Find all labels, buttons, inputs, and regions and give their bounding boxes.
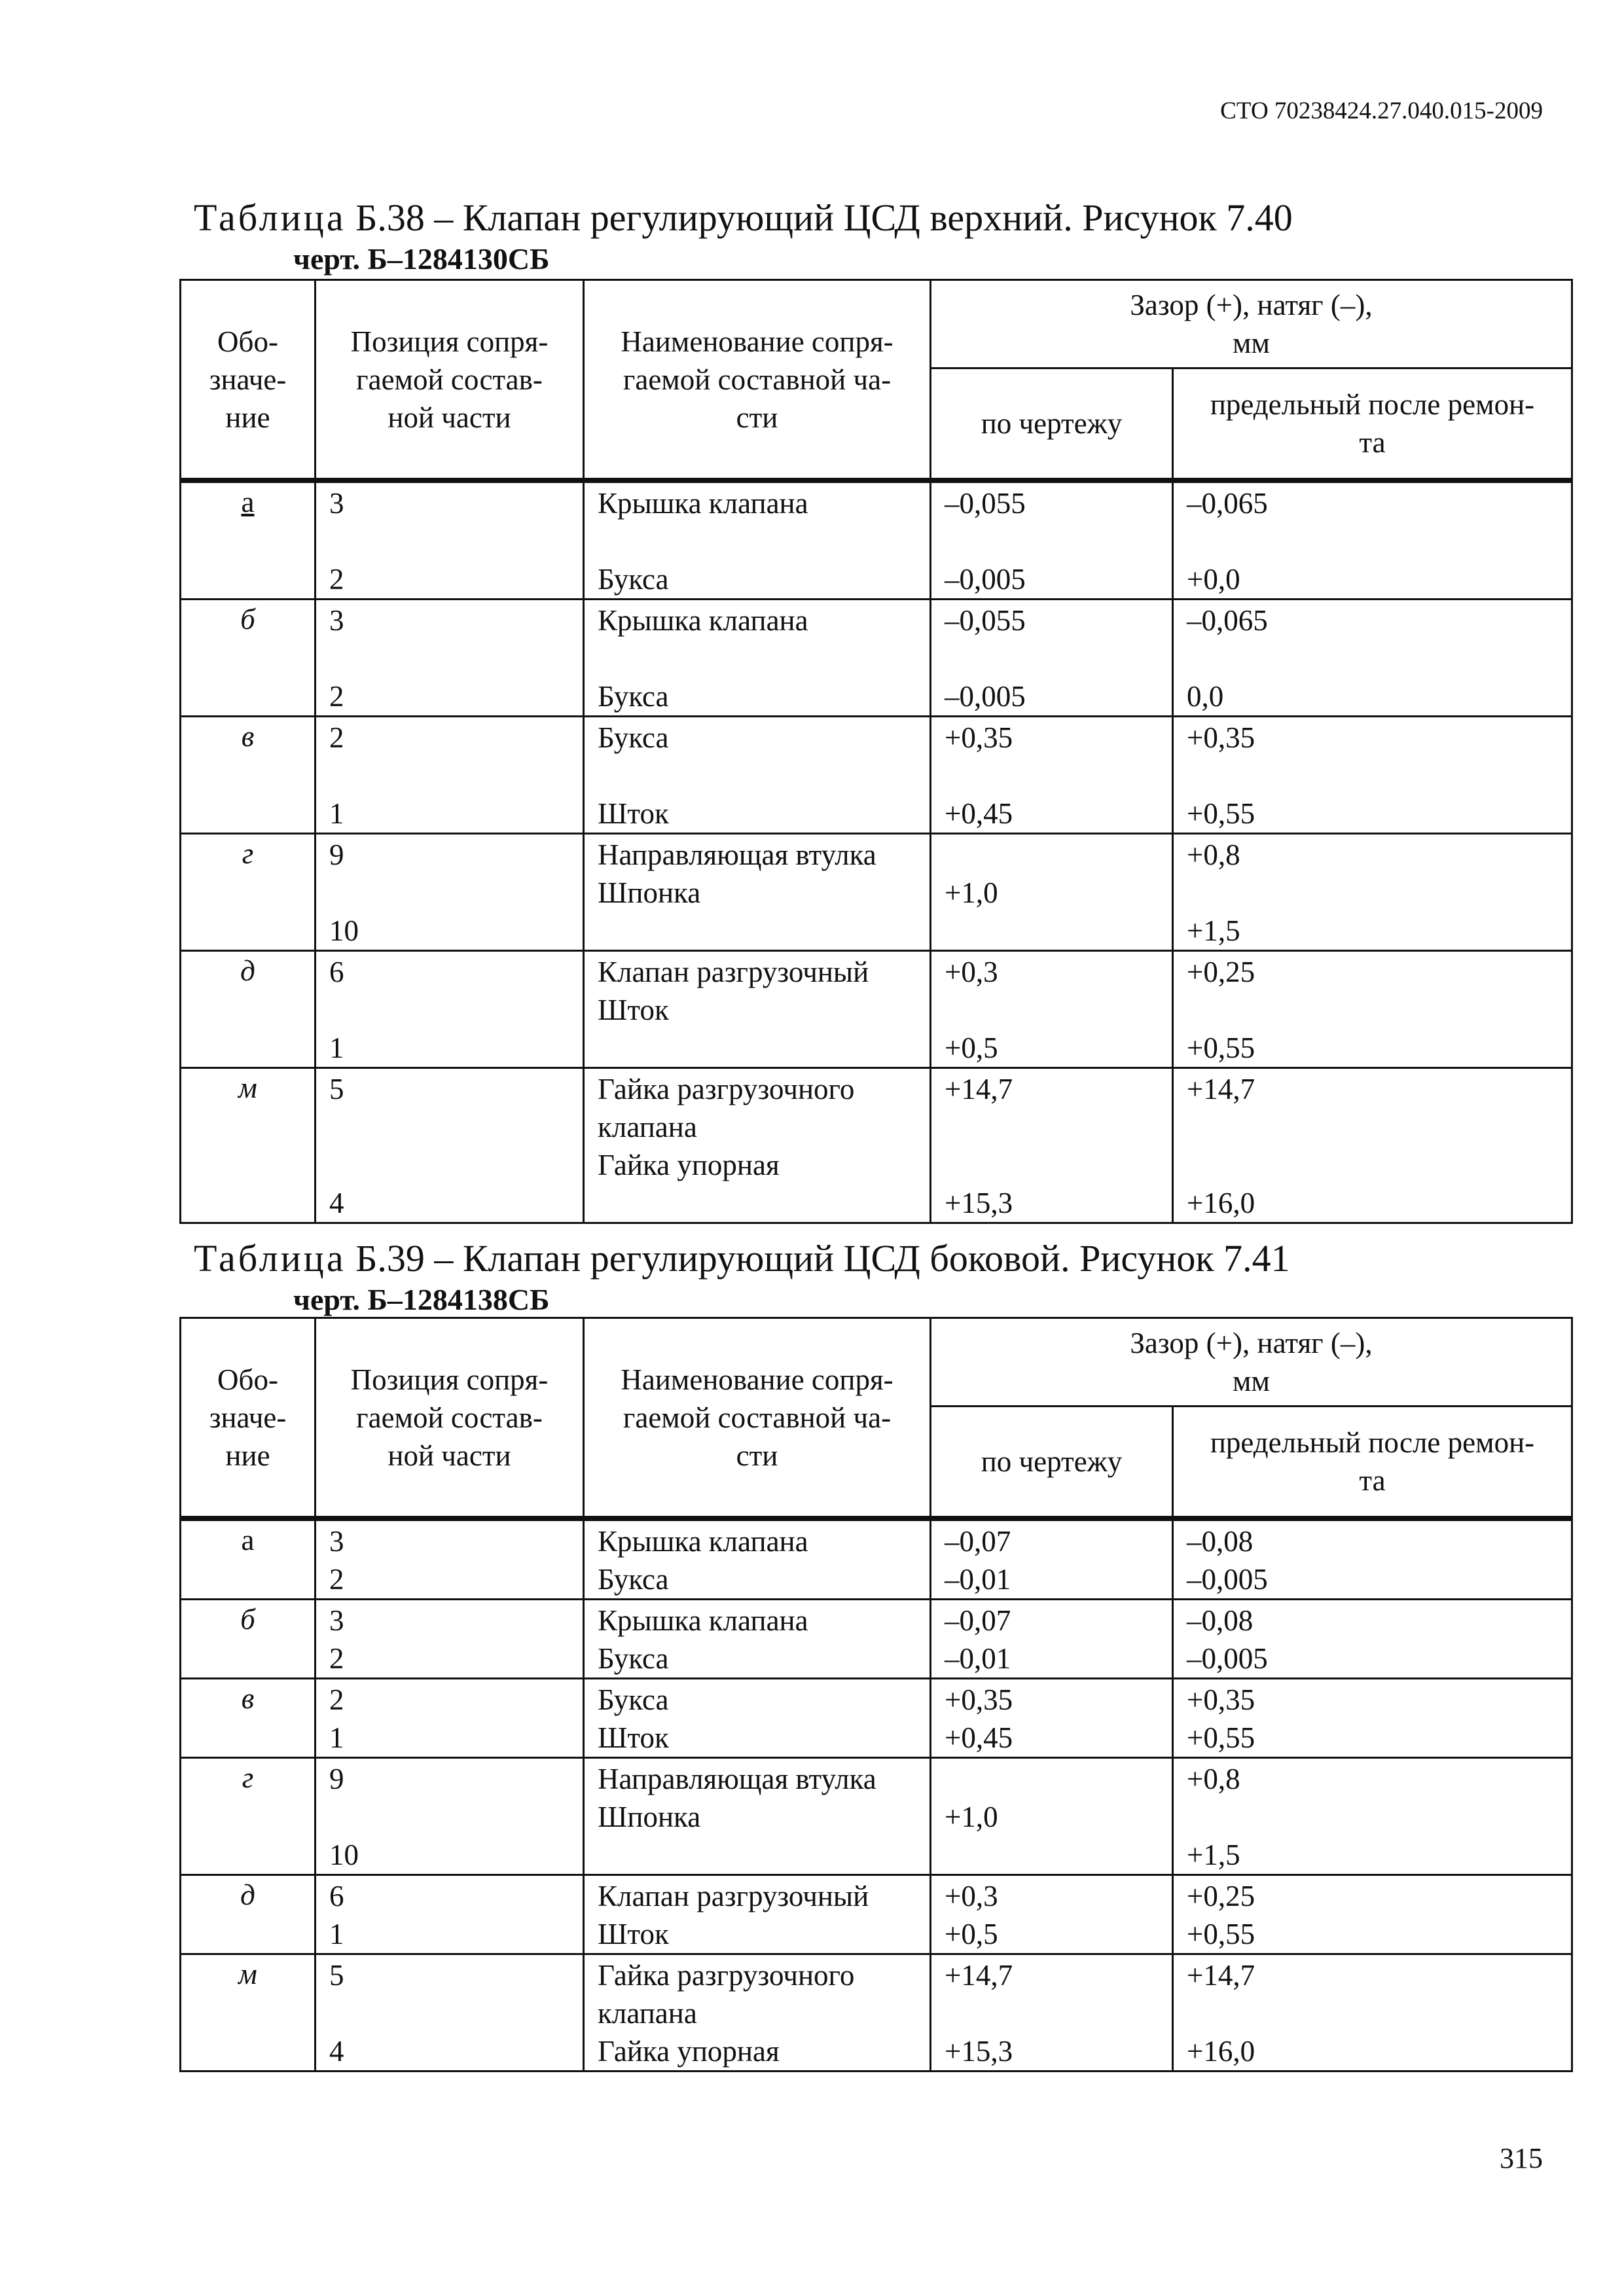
- after-repair-value-cell: [1173, 951, 1572, 1068]
- designation-letter: д: [240, 1878, 255, 1911]
- table-row: [181, 834, 1572, 951]
- after-repair-value: +16,0: [1187, 1187, 1255, 1219]
- position: [329, 1146, 569, 1184]
- drawing-number-b39: черт. Б–1284138СБ: [293, 1283, 550, 1316]
- by-drawing-value: –0,055: [945, 487, 1026, 520]
- by-drawing-value-cell: [931, 1758, 1173, 1875]
- part-name-cell: [584, 1068, 931, 1223]
- after-repair-value: [1187, 639, 1558, 677]
- position: 3: [329, 1604, 344, 1637]
- after-repair-value: +0,55: [1187, 797, 1255, 830]
- table-body: [181, 1518, 1572, 2072]
- by-drawing-value: [945, 1760, 1159, 1798]
- after-repair-value-cell: [1173, 1679, 1572, 1758]
- after-repair-value: +1,5: [1187, 914, 1240, 947]
- after-repair-value-cell: [1173, 834, 1572, 951]
- by-drawing-value: –0,055: [945, 604, 1026, 637]
- by-drawing-value: [945, 1836, 1159, 1874]
- part-name: Гайка разгрузочного: [598, 1959, 855, 1992]
- by-drawing-value: +0,5: [945, 1918, 998, 1950]
- table-row: [181, 600, 1572, 717]
- designation-letter: м: [238, 1958, 257, 1990]
- designation-cell: [181, 717, 316, 834]
- by-drawing-value: –0,005: [945, 680, 1026, 713]
- part-name: клапана: [598, 1997, 697, 2030]
- table-row: [181, 1068, 1572, 1223]
- by-drawing-value: –0,01: [945, 1563, 1011, 1596]
- position-cell: [316, 1679, 584, 1758]
- header-name: Наименование сопря- гаемой составной ча- сти: [584, 1318, 931, 1519]
- by-drawing-value: +14,7: [945, 1959, 1013, 1992]
- by-drawing-value: [945, 991, 1159, 1029]
- designation-cell: [181, 834, 316, 951]
- designation-cell: [181, 1068, 316, 1223]
- position: 4: [329, 1187, 344, 1219]
- position: 6: [329, 1880, 344, 1912]
- part-name-cell: [584, 1875, 931, 1954]
- by-drawing-value: [945, 639, 1159, 677]
- table-caption-b38: [194, 195, 1293, 241]
- position: [329, 639, 569, 677]
- table-row: [181, 1954, 1572, 2072]
- after-repair-value: +14,7: [1187, 1959, 1255, 1992]
- after-repair-value: +14,7: [1187, 1073, 1255, 1105]
- part-name: Клапан разгрузочный: [598, 956, 869, 988]
- by-drawing-value-cell: [931, 1518, 1173, 1600]
- by-drawing-value: [945, 836, 1159, 874]
- part-name: Букса: [598, 1563, 669, 1596]
- after-repair-value: [1187, 1994, 1558, 2032]
- table-row: [181, 1518, 1572, 1600]
- table-row: [181, 951, 1572, 1068]
- header-name: Наименование сопря- гаемой составной ча- сти: [584, 280, 931, 481]
- designation-letter: в: [241, 720, 255, 753]
- after-repair-value-cell: [1173, 480, 1572, 600]
- after-repair-value: [1187, 1146, 1558, 1184]
- position: 6: [329, 956, 344, 988]
- position-cell: [316, 834, 584, 951]
- designation-cell: [181, 1518, 316, 1600]
- part-name: Букса: [598, 1683, 669, 1716]
- clearance-table-b38: [179, 279, 1573, 1224]
- part-name: Букса: [598, 680, 669, 713]
- by-drawing-value-cell: [931, 480, 1173, 600]
- part-name: [598, 757, 916, 795]
- after-repair-value: –0,005: [1187, 1642, 1268, 1675]
- after-repair-value: +0,55: [1187, 1721, 1255, 1754]
- by-drawing-value: +0,35: [945, 1683, 1013, 1716]
- part-name: Гайка упорная: [598, 2035, 780, 2068]
- header-position: Позиция сопря- гаемой состав- ной части: [316, 1318, 584, 1519]
- by-drawing-value: +0,3: [945, 956, 998, 988]
- after-repair-value-cell: [1173, 1875, 1572, 1954]
- after-repair-value: +1,5: [1187, 1839, 1240, 1871]
- part-name-cell: [584, 600, 931, 717]
- position: 9: [329, 838, 344, 871]
- position: 2: [329, 721, 344, 754]
- part-name: Крышка клапана: [598, 1525, 808, 1558]
- part-name-cell: [584, 1600, 931, 1679]
- after-repair-value: +0,8: [1187, 838, 1240, 871]
- part-name: [598, 1029, 916, 1067]
- after-repair-value: –0,065: [1187, 604, 1268, 637]
- part-name: Букса: [598, 721, 669, 754]
- position: 10: [329, 914, 359, 947]
- page-number: 315: [1500, 2142, 1543, 2174]
- after-repair-value-cell: [1173, 600, 1572, 717]
- clearance-table-b39: [179, 1317, 1573, 2072]
- position: 4: [329, 2035, 344, 2068]
- after-repair-value: [1187, 874, 1558, 912]
- caption-text: Б.39 – Клапан регулирующий ЦСД боковой. Рисунок 7.41: [346, 1237, 1290, 1280]
- after-repair-value: [1187, 757, 1558, 795]
- table-row: [181, 1758, 1572, 1875]
- part-name: Шток: [598, 994, 669, 1026]
- by-drawing-value: +15,3: [945, 2035, 1013, 2068]
- part-name: Клапан разгрузочный: [598, 1880, 869, 1912]
- position: 2: [329, 1683, 344, 1716]
- by-drawing-value: +1,0: [945, 1801, 998, 1833]
- header-after-repair: предельный после ремон- та: [1173, 1407, 1572, 1519]
- after-repair-value: [1187, 522, 1558, 560]
- by-drawing-value: [945, 1108, 1159, 1146]
- designation-cell: [181, 600, 316, 717]
- designation-letter: а: [241, 486, 255, 518]
- designation-cell: [181, 1679, 316, 1758]
- position: 3: [329, 487, 344, 520]
- by-drawing-value: +15,3: [945, 1187, 1013, 1219]
- header-position: Позиция сопря- гаемой состав- ной части: [316, 280, 584, 481]
- table-body: [181, 480, 1572, 1223]
- after-repair-value: [1187, 991, 1558, 1029]
- designation-cell: [181, 1875, 316, 1954]
- by-drawing-value: +0,5: [945, 1031, 998, 1064]
- part-name: Крышка клапана: [598, 604, 808, 637]
- after-repair-value: +0,25: [1187, 1880, 1255, 1912]
- header-gap: Зазор (+), натяг (–), мм: [931, 1318, 1572, 1407]
- position-cell: [316, 600, 584, 717]
- designation-letter: а: [241, 1524, 255, 1556]
- after-repair-value-cell: [1173, 1068, 1572, 1223]
- designation-letter: г: [242, 837, 254, 870]
- position: 2: [329, 1563, 344, 1596]
- after-repair-value: [1187, 1798, 1558, 1836]
- position: 1: [329, 1918, 344, 1950]
- after-repair-value-cell: [1173, 717, 1572, 834]
- position: 1: [329, 797, 344, 830]
- part-name: Шток: [598, 1721, 669, 1754]
- designation-letter: г: [242, 1761, 254, 1794]
- position: [329, 522, 569, 560]
- after-repair-value-cell: [1173, 1600, 1572, 1679]
- position: [329, 757, 569, 795]
- position-cell: [316, 1518, 584, 1600]
- after-repair-value: +0,55: [1187, 1031, 1255, 1064]
- part-name-cell: [584, 480, 931, 600]
- position-cell: [316, 1758, 584, 1875]
- table-row: [181, 1679, 1572, 1758]
- position: [329, 1108, 569, 1146]
- by-drawing-value-cell: [931, 1679, 1173, 1758]
- part-name-cell: [584, 1518, 931, 1600]
- designation-cell: [181, 951, 316, 1068]
- header-gap: Зазор (+), натяг (–), мм: [931, 280, 1572, 368]
- after-repair-value-cell: [1173, 1518, 1572, 1600]
- header-designation: Обо- значе- ние: [181, 1318, 316, 1519]
- position: 2: [329, 563, 344, 596]
- part-name: Букса: [598, 563, 669, 596]
- by-drawing-value-cell: [931, 600, 1173, 717]
- position: [329, 991, 569, 1029]
- position: 10: [329, 1839, 359, 1871]
- by-drawing-value-cell: [931, 834, 1173, 951]
- by-drawing-value: –0,07: [945, 1604, 1011, 1637]
- after-repair-value: –0,08: [1187, 1604, 1254, 1637]
- part-name-cell: [584, 1954, 931, 2072]
- designation-cell: [181, 1600, 316, 1679]
- by-drawing-value: +0,35: [945, 721, 1013, 754]
- by-drawing-value: –0,005: [945, 563, 1026, 596]
- drawing-number-b38: черт. Б–1284130СБ: [293, 242, 550, 276]
- after-repair-value: +0,55: [1187, 1918, 1255, 1950]
- position: [329, 1798, 569, 1836]
- position: [329, 1994, 569, 2032]
- position-cell: [316, 480, 584, 600]
- by-drawing-value: +0,45: [945, 797, 1013, 830]
- position-cell: [316, 1600, 584, 1679]
- after-repair-value: –0,005: [1187, 1563, 1268, 1596]
- after-repair-value: +0,25: [1187, 956, 1255, 988]
- part-name: Шток: [598, 1918, 669, 1950]
- table-row: [181, 1875, 1572, 1954]
- designation-cell: [181, 1954, 316, 2072]
- part-name: Крышка клапана: [598, 1604, 808, 1637]
- part-name-cell: [584, 1679, 931, 1758]
- document-code: СТО 70238424.27.040.015-2009: [1220, 98, 1543, 124]
- after-repair-value: –0,065: [1187, 487, 1268, 520]
- part-name: клапана: [598, 1111, 697, 1143]
- part-name-cell: [584, 834, 931, 951]
- header-by-drawing: по чертежу: [931, 1407, 1173, 1519]
- by-drawing-value: [945, 1146, 1159, 1184]
- part-name: Гайка разгрузочного: [598, 1073, 855, 1105]
- by-drawing-value: [945, 522, 1159, 560]
- after-repair-value: +0,35: [1187, 721, 1255, 754]
- after-repair-value: +0,0: [1187, 563, 1240, 596]
- table-caption-b39: [194, 1236, 1290, 1282]
- by-drawing-value: +14,7: [945, 1073, 1013, 1105]
- by-drawing-value-cell: [931, 951, 1173, 1068]
- header-after-repair: предельный после ремон- та: [1173, 368, 1572, 481]
- after-repair-value: [1187, 1108, 1558, 1146]
- header-designation: Обо- значе- ние: [181, 280, 316, 481]
- part-name-cell: [584, 951, 931, 1068]
- position-cell: [316, 1954, 584, 2072]
- after-repair-value: –0,08: [1187, 1525, 1254, 1558]
- header-by-drawing: по чертежу: [931, 368, 1173, 481]
- by-drawing-value: +0,3: [945, 1880, 998, 1912]
- position: 2: [329, 1642, 344, 1675]
- position: 3: [329, 1525, 344, 1558]
- position-cell: [316, 1068, 584, 1223]
- part-name: [598, 1184, 916, 1222]
- part-name: [598, 912, 916, 950]
- designation-letter: б: [240, 603, 255, 636]
- part-name: Направляющая втулка: [598, 838, 876, 871]
- position: 1: [329, 1031, 344, 1064]
- caption-prefix: Таблица: [194, 196, 346, 239]
- position: 5: [329, 1959, 344, 1992]
- by-drawing-value-cell: [931, 717, 1173, 834]
- after-repair-value-cell: [1173, 1758, 1572, 1875]
- by-drawing-value: +0,45: [945, 1721, 1013, 1754]
- by-drawing-value-cell: [931, 1954, 1173, 2072]
- position: [329, 874, 569, 912]
- position-cell: [316, 1875, 584, 1954]
- designation-letter: м: [238, 1071, 257, 1104]
- by-drawing-value-cell: [931, 1068, 1173, 1223]
- part-name: Букса: [598, 1642, 669, 1675]
- part-name: [598, 522, 916, 560]
- by-drawing-value-cell: [931, 1875, 1173, 1954]
- position: 1: [329, 1721, 344, 1754]
- part-name: Шток: [598, 797, 669, 830]
- after-repair-value-cell: [1173, 1954, 1572, 2072]
- table-row: [181, 717, 1572, 834]
- designation-letter: в: [241, 1682, 255, 1715]
- by-drawing-value: [945, 912, 1159, 950]
- table-row: [181, 1600, 1572, 1679]
- by-drawing-value-cell: [931, 1600, 1173, 1679]
- by-drawing-value: –0,01: [945, 1642, 1011, 1675]
- after-repair-value: 0,0: [1187, 680, 1224, 713]
- part-name: Шпонка: [598, 876, 701, 909]
- part-name: [598, 1836, 916, 1874]
- caption-text: Б.38 – Клапан регулирующий ЦСД верхний. Рисунок 7.40: [346, 196, 1293, 239]
- by-drawing-value: [945, 757, 1159, 795]
- part-name: Шпонка: [598, 1801, 701, 1833]
- position: 5: [329, 1073, 344, 1105]
- table-row: [181, 480, 1572, 600]
- after-repair-value: +0,35: [1187, 1683, 1255, 1716]
- by-drawing-value: [945, 1994, 1159, 2032]
- position: 9: [329, 1763, 344, 1795]
- part-name-cell: [584, 1758, 931, 1875]
- after-repair-value: +0,8: [1187, 1763, 1240, 1795]
- position: 3: [329, 604, 344, 637]
- designation-letter: б: [240, 1603, 255, 1636]
- after-repair-value: +16,0: [1187, 2035, 1255, 2068]
- part-name: [598, 639, 916, 677]
- part-name: Гайка упорная: [598, 1149, 780, 1181]
- designation-cell: [181, 480, 316, 600]
- part-name: Направляющая втулка: [598, 1763, 876, 1795]
- designation-letter: д: [240, 954, 255, 987]
- by-drawing-value: +1,0: [945, 876, 998, 909]
- designation-cell: [181, 1758, 316, 1875]
- position-cell: [316, 951, 584, 1068]
- position: 2: [329, 680, 344, 713]
- by-drawing-value: –0,07: [945, 1525, 1011, 1558]
- part-name-cell: [584, 717, 931, 834]
- part-name: Крышка клапана: [598, 487, 808, 520]
- caption-prefix: Таблица: [194, 1237, 346, 1280]
- position-cell: [316, 717, 584, 834]
